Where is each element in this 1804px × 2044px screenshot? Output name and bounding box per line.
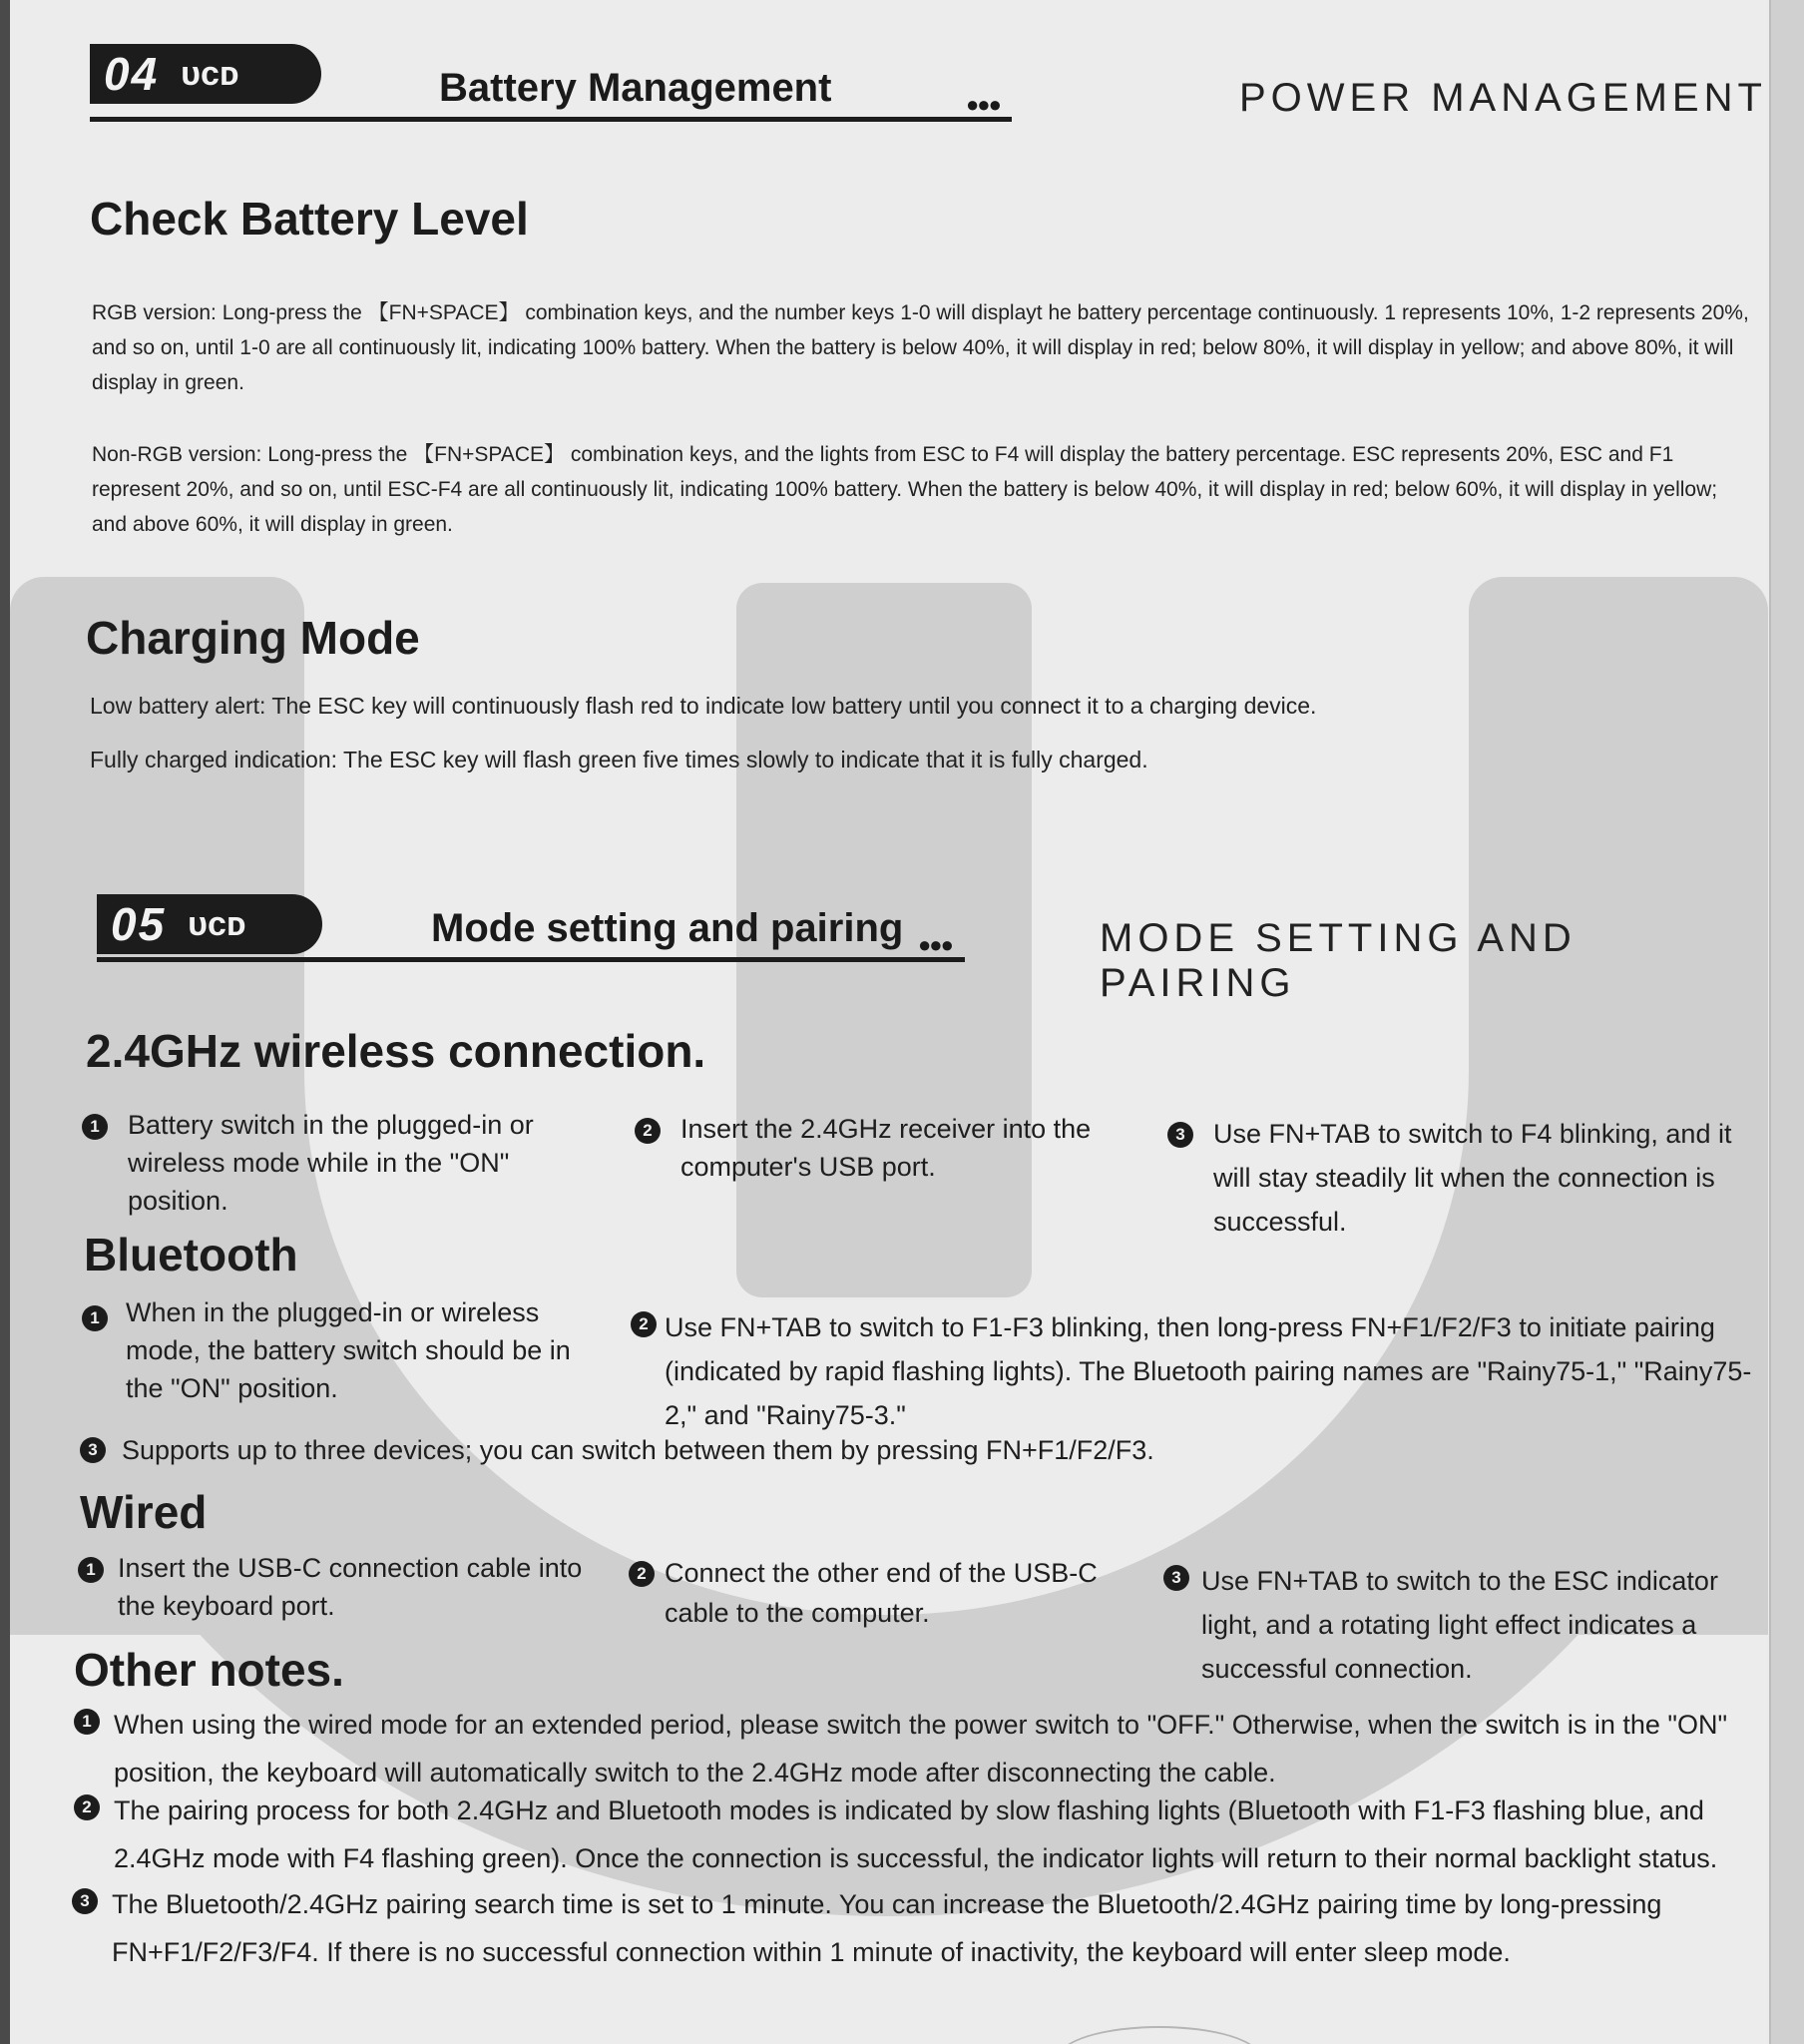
step-number-1: 1 <box>78 1557 104 1583</box>
step-number-1: 1 <box>74 1709 100 1735</box>
other-note-1: When using the wired mode for an extended period, please switch the power switch to "OFF." Otherwise, when the switch is in the "ON" position, the keyboard will automatically switch to the 2.4GHz mode after disconnecting the cable. <box>114 1710 1728 1788</box>
other-note-3: The Bluetooth/2.4GHz pairing search time is set to 1 minute. You can increase the Bluetooth/2.4GHz pairing time by long-pressing FN+F1/F2/F3/F4. If there is no successful connection within 1 minute of inactivity, the keyboard will enter sleep mode. <box>112 1889 1662 1967</box>
section-05-english-title: MODE SETTING AND PAIRING <box>1100 916 1577 1005</box>
fully-charged-text: Fully charged indication: The ESC key will flash green five times slowly to indicate that it is fully charged. <box>90 747 1148 772</box>
wired-heading: Wired <box>80 1486 208 1538</box>
section-04-title: Battery Management <box>439 66 832 110</box>
wireless-step-2: Insert the 2.4GHz receiver into the computer's USB port. <box>680 1114 1092 1182</box>
section-05-dots: ●●● <box>918 932 952 957</box>
section-04-rule <box>90 117 1012 122</box>
wired-step-2: Connect the other end of the USB-C cable to the computer. <box>665 1558 1098 1628</box>
step-number-2: 2 <box>635 1118 661 1144</box>
bluetooth-step-1: When in the plugged-in or wireless mode, the battery switch should be in the "ON" position. <box>126 1297 571 1403</box>
bluetooth-step-2: Use FN+TAB to switch to F1-F3 blinking, then long-press FN+F1/F2/F3 to initiate pairing (indicated by rapid flashing lights). The Bluetooth pairing names are "Rainy75-1," "Rainy75-2," and "Rainy75-3." <box>665 1312 1752 1430</box>
non-rgb-version-text: Non-RGB version: Long-press the 【FN+SPACE】 combination keys, and the lights from ESC to F4 will display the battery percentage. ESC represents 20%, ESC and F1 represent 20%, and so on, until ESC-F4 are all continuously lit, indicating 100% battery. When the battery is below 40%, it will display in red; below 60%, it will display in yellow; and above 60%, it will display in green. <box>92 443 1718 536</box>
section-05-number: 05 <box>111 898 167 950</box>
step-number-1: 1 <box>82 1114 108 1140</box>
step-number-3: 3 <box>1163 1565 1189 1591</box>
section-04-number: 04 <box>104 48 160 100</box>
wireless-step-1: Battery switch in the plugged-in or wireless mode while in the "ON" position. <box>128 1110 534 1216</box>
section-04-badge <box>90 44 321 104</box>
section-05-title: Mode setting and pairing <box>431 906 904 950</box>
other-notes-heading: Other notes. <box>74 1644 344 1696</box>
section-04-dots: ●●● <box>966 92 1000 117</box>
manual-page <box>10 0 1771 2044</box>
rgb-version-text: RGB version: Long-press the 【FN+SPACE】 combination keys, and the number keys 1-0 will displayt he battery percentage continuously. 1 represents 10%, 1-2 represents 20%, and so on, until 1-0 are all continuously lit, indicating 100% battery. When the battery is below 40%, it will display in red; below 80%, it will display in yellow; and above 80%, it will display in green. <box>92 301 1749 394</box>
step-number-3: 3 <box>1167 1122 1193 1148</box>
bluetooth-step-3: Supports up to three devices; you can switch between them by pressing FN+F1/F2/F3. <box>122 1435 1154 1465</box>
step-number-2: 2 <box>74 1794 100 1820</box>
step-number-2: 2 <box>631 1311 657 1337</box>
other-note-2: The pairing process for both 2.4GHz and Bluetooth modes is indicated by slow flashing lights (Bluetooth with F1-F3 flashing blue, and 2.4GHz mode with F4 flashing green). Once the connection is successful, the indicator lights will return to their normal backlight status. <box>114 1795 1718 1873</box>
page-right-edge <box>1769 0 1804 2044</box>
wired-step-3: Use FN+TAB to switch to the ESC indicator light, and a rotating light effect indicates a successful connection. <box>1201 1566 1718 1684</box>
wired-step-1: Insert the USB-C connection cable into the keyboard port. <box>118 1553 583 1621</box>
step-number-1: 1 <box>82 1305 108 1331</box>
page-bottom-arc <box>1058 2026 1261 2044</box>
brand-logo: ᴜᴄᴅ <box>188 904 246 943</box>
low-battery-alert-text: Low battery alert: The ESC key will continuously flash red to indicate low battery until you connect it to a charging device. <box>90 693 1317 719</box>
section-05-rule <box>97 957 965 962</box>
watermark-u-right <box>1469 577 1768 1635</box>
check-battery-heading: Check Battery Level <box>90 193 529 245</box>
step-number-3: 3 <box>80 1437 106 1463</box>
binding-edge <box>0 0 10 2044</box>
wireless-heading: 2.4GHz wireless connection. <box>86 1025 706 1077</box>
section-04-english-title: POWER MANAGEMENT <box>1239 76 1767 120</box>
wireless-step-3: Use FN+TAB to switch to F4 blinking, and it will stay steadily lit when the connection is successful. <box>1213 1119 1732 1237</box>
section-05-badge <box>97 894 322 954</box>
brand-logo: ᴜᴄᴅ <box>181 54 239 93</box>
step-number-3: 3 <box>72 1888 98 1914</box>
charging-mode-heading: Charging Mode <box>86 612 420 664</box>
step-number-2: 2 <box>629 1561 655 1587</box>
bluetooth-heading: Bluetooth <box>84 1229 298 1280</box>
